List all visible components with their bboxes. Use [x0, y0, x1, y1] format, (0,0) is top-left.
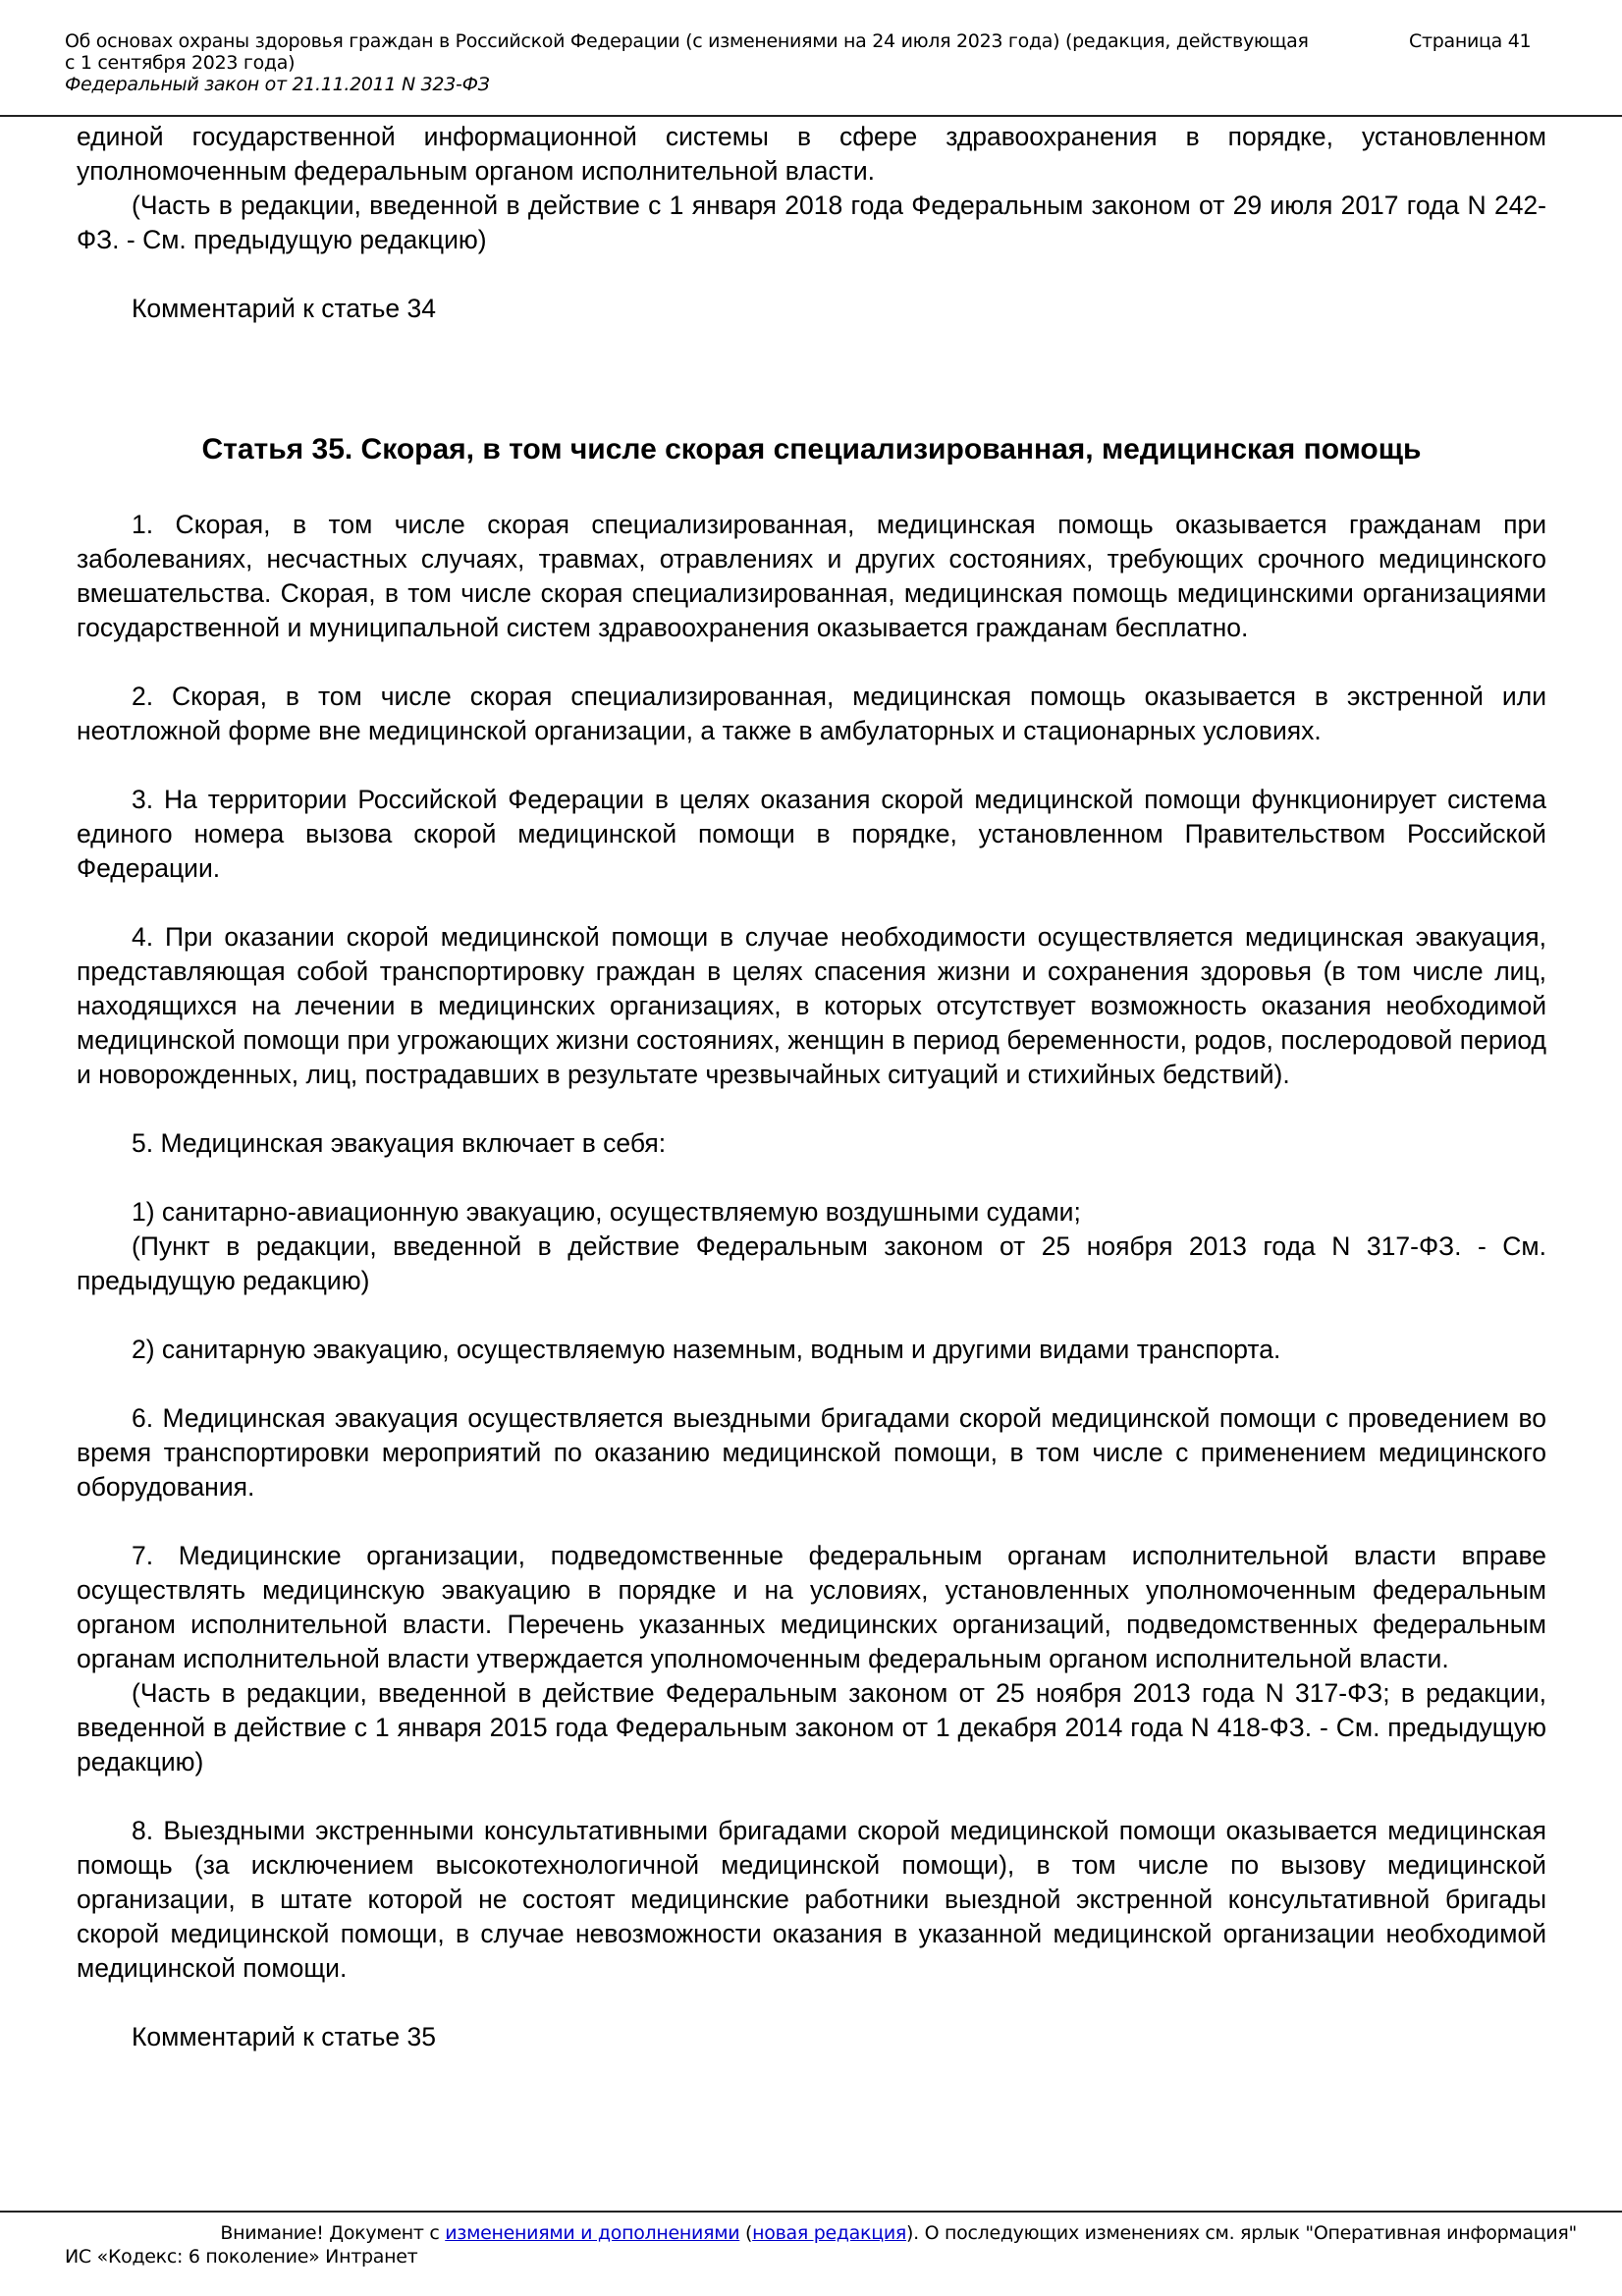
notice-prefix: Внимание! Документ с [220, 2222, 446, 2244]
system-name: ИС «Кодекс: 6 поколение» Интранет [65, 2246, 418, 2268]
paragraph-2: 2. Скорая, в том числе скорая специализированная, медицинская помощь оказывается в экстренной или неотложной форме вне медицинской организации, а также в амбулаторных и стационарных условиях. [77, 682, 1546, 745]
changes-link[interactable]: изменениями и дополнениями [445, 2222, 740, 2244]
paragraph-5-item-2: 2) санитарную эвакуацию, осуществляемую наземным, водным и другими видами транспорта. [132, 1335, 1281, 1364]
header-title-line2: с 1 сентября 2023 года) [65, 52, 296, 74]
header-subtitle: Федеральный закон от 21.11.2011 N 323-ФЗ [65, 74, 490, 95]
page-header [65, 30, 1380, 95]
paragraph-1: 1. Скорая, в том числе скорая специализированная, медицинская помощь оказывается гражданам при заболеваниях, несчастных случаях, травмах, отравлениях и других состояниях, требующих срочного медицинского вмешательства. Скорая, в том числе скорая специализированная, медицинская помощь медицинскими организациями государственной и муниципальной систем здравоохранения оказывается гражданам бесплатно. [77, 510, 1546, 642]
page-footer [65, 2221, 1577, 2269]
paragraph-6: 6. Медицинская эвакуация осуществляется выездными бригадами скорой медицинской помощи с проведением во время транспортировки мероприятий по оказанию медицинской помощи, в том числе с применением медицинского оборудования. [77, 1403, 1546, 1502]
paragraph-3: 3. На территории Российской Федерации в целях оказания скорой медицинской помощи функционирует система единого номера вызова скорой медицинской помощи в порядке, установленном Правительством Российской Федерации. [77, 785, 1546, 883]
article-title: Статья 35. Скорая, в том числе скорая специализированная, медицинская помощь [201, 433, 1422, 465]
amendment-note: (Часть в редакции, введенной в действие Федеральным законом от 25 ноября 2013 года N 317-ФЗ; в редакции, введенной в действие с 1 января 2015 года Федеральным законом от 1 декабря 2014 года N 418-ФЗ. - См. предыдущую редакцию) [77, 1678, 1546, 1777]
comment-link-34[interactable]: Комментарий к статье 34 [132, 294, 436, 323]
header-divider [0, 115, 1622, 117]
page-number: Страница 41 [1409, 30, 1532, 52]
paragraph-7: 7. Медицинские организации, подведомственные федеральным органам исполнительной власти вправе осуществлять медицинскую эвакуацию в порядке и на условиях, установленных уполномоченным федеральным органом исполнительной власти. Перечень указанных медицинских организаций, подведомственных федеральным органам исполнительной власти утверждается уполномоченным федеральным органом исполнительной власти. [77, 1541, 1546, 1673]
comment-link-35[interactable]: Комментарий к статье 35 [132, 2022, 436, 2051]
footer-notice [65, 2221, 1577, 2245]
notice-suffix: ). О последующих изменениях см. ярлык "Оперативная информация" [906, 2222, 1577, 2244]
amendment-note: (Часть в редакции, введенной в действие с 1 января 2018 года Федеральным законом от 29 июля 2017 года N 242-ФЗ. - См. предыдущую редакцию) [77, 191, 1546, 254]
paragraph-8: 8. Выездными экстренными консультативными бригадами скорой медицинской помощи оказывается медицинская помощь (за исключением высокотехнологичной медицинской помощи), в том числе по вызову медицинской организации, в штате которой не состоят медицинские работники выездной экстренной консультативной бригады скорой медицинской помощи, в случае невозможности оказания в указанной медицинской организации необходимой медицинской помощи. [77, 1816, 1546, 1983]
paren-open: ( [739, 2222, 753, 2244]
header-title-line1: Об основах охраны здоровья граждан в Российской Федерации (с изменениями на 24 июля 2023 года) (редакция, действующая [65, 30, 1309, 52]
paragraph-5-item-1: 1) санитарно-авиационную эвакуацию, осуществляемую воздушными судами; [132, 1197, 1081, 1227]
document-body [77, 120, 1546, 2054]
paragraph-4: 4. При оказании скорой медицинской помощи в случае необходимости осуществляется медицинская эвакуация, представляющая собой транспортировку граждан в целях спасения жизни и сохранения здоровья (в том числе лиц, находящихся на лечении в медицинских организациях, в которых отсутствует возможность оказания необходимой медицинской помощи при угрожающих жизни состояниях, женщин в период беременности, родов, послеродовой период и новорожденных, лиц, пострадавших в результате чрезвычайных ситуаций и стихийных бедствий). [77, 922, 1546, 1089]
new-edition-link[interactable]: новая редакция [752, 2222, 907, 2244]
footer-divider [0, 2211, 1622, 2213]
amendment-note: (Пункт в редакции, введенной в действие Федеральным законом от 25 ноября 2013 года N 317-ФЗ. - См. предыдущую редакцию) [77, 1231, 1546, 1295]
paragraph-continuation: единой государственной информационной системы в сфере здравоохранения в порядке, установленном уполномоченным федеральным органом исполнительной власти. [77, 122, 1546, 186]
paragraph-5: 5. Медицинская эвакуация включает в себя: [132, 1128, 667, 1158]
